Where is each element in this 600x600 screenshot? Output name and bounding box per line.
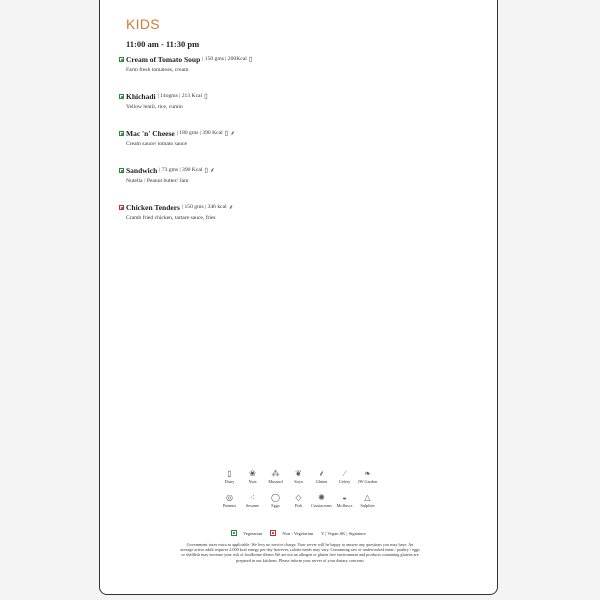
allergen-sesame: ⁖ Sesame bbox=[241, 493, 264, 508]
dairy-icon: ▯ bbox=[248, 56, 253, 63]
menu-item-description: Yellow lentil, rice, cumin bbox=[126, 104, 183, 110]
menu-item-cream-of-tomato-soup bbox=[119, 55, 479, 73]
veg-icon bbox=[119, 94, 124, 99]
sesame-icon: ⁖ bbox=[250, 493, 255, 502]
veg-icon bbox=[119, 57, 124, 62]
allergen-legend bbox=[100, 469, 497, 508]
celery-icon: ⁄ bbox=[343, 469, 346, 478]
footer-disclaimer: Government taxes extra as applicable. We levy no service charge. Your server will be happy to answer any questions you may have. An average active adult requires 2,000 kcal energy per day however, calorie needs may vary. Consuming raw or undercooked meat / poultry / eggs or shellfish may increase your risk of foodborne illness.We are not an allergen or gluten free environment and products containing glutens are prepared in our kitchens. Please inform your server of your dietary concerns bbox=[180, 542, 420, 563]
leaf-icon: ❧ bbox=[364, 469, 371, 478]
crustacean-icon: ✺ bbox=[318, 493, 325, 502]
veg-icon bbox=[231, 530, 237, 536]
allergen-gluten: ⸙ Gluten bbox=[310, 469, 333, 484]
non-veg-icon bbox=[270, 530, 276, 536]
diet-legend bbox=[100, 530, 497, 536]
shell-icon: ◒ bbox=[342, 493, 347, 502]
menu-item-chicken-tenders bbox=[119, 203, 479, 221]
dairy-icon: ▯ bbox=[227, 469, 232, 478]
flask-icon: △ bbox=[364, 493, 371, 502]
menu-section-title: KIDS bbox=[126, 16, 160, 32]
allergen-nuts: ❀ Nuts bbox=[241, 469, 264, 484]
menu-item-description: Nutella / Peanut butter/ Jam bbox=[126, 178, 189, 184]
allergen-celery: ⁄ Celery bbox=[333, 469, 356, 484]
dairy-icon: ▯ bbox=[224, 130, 229, 137]
nuts-icon: ❀ bbox=[249, 469, 256, 478]
menu-hours: 11:00 am - 11:30 pm bbox=[126, 39, 200, 49]
menu-item-khichadi bbox=[119, 92, 479, 110]
menu-item-name: Chicken Tenders bbox=[126, 203, 180, 212]
menu-item-sandwich bbox=[119, 166, 479, 184]
menu-page bbox=[99, 0, 498, 595]
menu-item-meta: | 150 gms | 200Kcal bbox=[202, 56, 247, 62]
peanut-icon: ◎ bbox=[226, 493, 233, 502]
allergen-molluscs: ◒ Molluscs bbox=[333, 493, 356, 508]
menu-item-meta: | 73 gms | 390 Kcal bbox=[159, 167, 203, 173]
menu-item-mac-n-cheese bbox=[119, 129, 479, 147]
legend-nonveg-label: Non - Vegetarian bbox=[282, 530, 314, 536]
dairy-icon: ▯ bbox=[204, 93, 208, 100]
menu-item-meta: | 14ogms | 213 Kcal bbox=[157, 93, 203, 99]
menu-item-description: Cream sauce/ tomato sauce bbox=[126, 141, 188, 147]
legend-veg-label: Vegetarian bbox=[243, 530, 263, 536]
gluten-icon: ⸙ bbox=[209, 167, 215, 174]
non-veg-icon bbox=[119, 205, 124, 210]
veg-icon bbox=[119, 168, 124, 173]
soya-icon: ❦ bbox=[295, 469, 302, 478]
menu-item-name: Sandwich bbox=[126, 166, 158, 175]
allergen-mustard: ⁂ Mustard bbox=[264, 469, 287, 484]
menu-item-description: Cramb fried chicken, tartare sauce, fries bbox=[126, 215, 216, 221]
menu-item-meta: | 180 gms | 390 Kcal bbox=[176, 130, 223, 136]
menu-item-meta: | 150 gms | 346 kcal bbox=[181, 204, 227, 210]
allergen-dairy: ▯ Dairy bbox=[218, 469, 241, 484]
gluten-icon: ⸙ bbox=[318, 469, 325, 478]
allergen-crustaceans: ✺ Crustaceans bbox=[311, 493, 332, 508]
allergen-eggs: ◯ Eggs bbox=[264, 493, 287, 508]
allergen-row bbox=[100, 493, 497, 508]
fish-icon: ◇ bbox=[295, 493, 302, 502]
dairy-icon: ▯ bbox=[204, 167, 208, 174]
legend-codes: V | Vegan SK | Signature bbox=[321, 530, 366, 536]
gluten-icon: ⸙ bbox=[230, 130, 236, 137]
allergen-jw-garden: ❧ JW Garden bbox=[357, 469, 378, 484]
gluten-icon: ⸙ bbox=[228, 204, 234, 211]
menu-item-name: Cream of Tomato Soup bbox=[126, 55, 201, 64]
egg-icon: ◯ bbox=[271, 493, 280, 502]
veg-icon bbox=[119, 131, 124, 136]
allergen-fish: ◇ Fish bbox=[287, 493, 310, 508]
menu-item-description: Farm fresh tomatoes, cream bbox=[126, 67, 189, 73]
allergen-soya: ❦ Soya bbox=[287, 469, 310, 484]
menu-item-name: Mac 'n' Cheese bbox=[126, 129, 175, 138]
allergen-peanuts: ◎ Peanuts bbox=[218, 493, 241, 508]
allergen-sulphite: △ Sulphite bbox=[356, 493, 379, 508]
mustard-icon: ⁂ bbox=[271, 469, 280, 478]
allergen-row bbox=[100, 469, 497, 484]
menu-item-name: Khichadi bbox=[126, 92, 156, 101]
